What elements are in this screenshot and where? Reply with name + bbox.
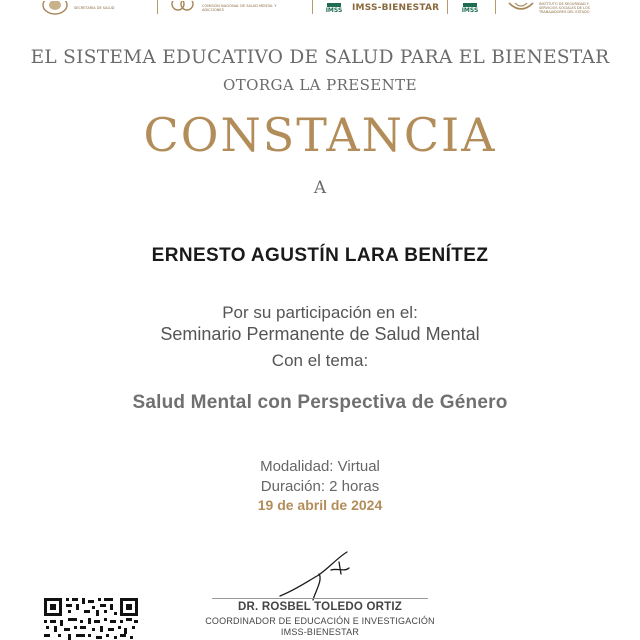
issuer-heading: EL SISTEMA EDUCATIVO DE SALUD PARA EL BIENESTAR xyxy=(30,47,610,68)
divider xyxy=(312,0,313,14)
modality-text: Modalidad: Virtual xyxy=(260,458,380,475)
recipient-name: ERNESTO AGUSTÍN LARA BENÍTEZ xyxy=(151,245,489,266)
theme-title: Salud Mental con Perspectiva de Género xyxy=(132,392,508,413)
divider xyxy=(495,0,496,14)
conasama-text: COMISIÓN NACIONAL DE SALUD MENTAL Y ADICCIONES xyxy=(202,4,277,12)
certificate-title: CONSTANCIA xyxy=(143,108,497,162)
certificate-date: 19 de abril de 2024 xyxy=(257,497,383,513)
divider xyxy=(447,0,448,14)
signature-line xyxy=(212,598,428,599)
issste-logo xyxy=(506,0,605,16)
issste-emblem-icon xyxy=(506,1,536,15)
conasama-logo xyxy=(170,0,288,16)
to-label: A xyxy=(313,178,327,198)
signer-name: DR. ROSBEL TOLEDO ORTIZ xyxy=(238,601,402,613)
imss-bienestar-logo xyxy=(322,0,439,16)
conasama-mark-icon xyxy=(170,1,196,15)
participation-label: Por su participación en el: xyxy=(222,303,418,322)
secretaria-de-salud-text: SECRETARÍA DE SALUD xyxy=(74,6,115,10)
issste-text: INSTITUTO DE SEGURIDAD Y SERVICIOS SOCIALES DE LOS TRABAJADORES DEL ESTADO xyxy=(539,2,590,14)
imss-badge-icon: IMSS xyxy=(322,3,346,14)
imss-eagle-icon: IMSS xyxy=(458,3,482,14)
theme-label: Con el tema: xyxy=(271,351,369,370)
eagle-emblem-icon xyxy=(40,1,70,15)
duration-text: Duración: 2 horas xyxy=(260,478,380,495)
grants-subheading: OTORGA LA PRESENTE xyxy=(223,76,417,94)
header-logos xyxy=(0,0,640,16)
signer-organization: IMSS-BIENESTAR xyxy=(280,627,360,637)
signer-role: COORDINADOR DE EDUCACIÓN E INVESTIGACIÓN xyxy=(205,616,435,626)
imss-bienestar-text: IMSS-BIENESTAR xyxy=(352,3,440,13)
qr-code xyxy=(44,598,138,640)
divider xyxy=(157,0,158,14)
secretaria-de-salud-logo xyxy=(40,0,114,16)
imss-logo xyxy=(458,0,482,16)
event-name: Seminario Permanente de Salud Mental xyxy=(160,324,480,344)
